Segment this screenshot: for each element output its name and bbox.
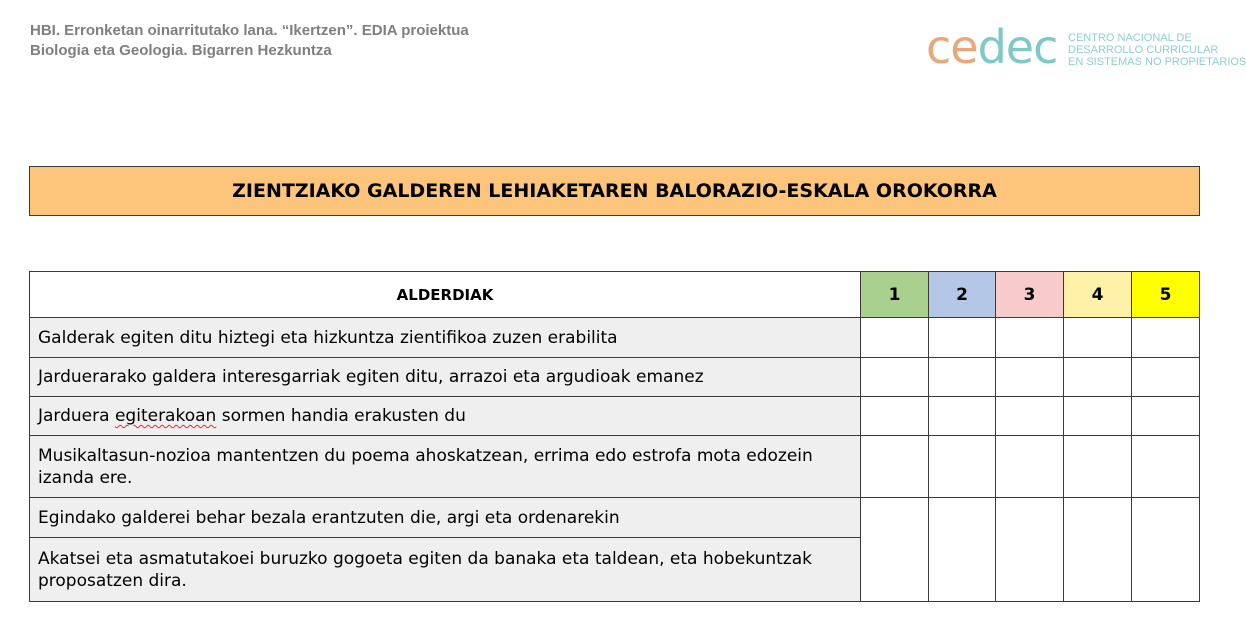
score-cell[interactable] bbox=[1132, 358, 1200, 397]
table-row bbox=[30, 498, 1200, 538]
score-cell[interactable] bbox=[929, 397, 996, 436]
score-header-4: 4 bbox=[1064, 272, 1132, 318]
rating-scale-table bbox=[29, 271, 1200, 602]
score-cell[interactable] bbox=[861, 498, 929, 602]
score-cell[interactable] bbox=[861, 397, 929, 436]
score-header-5: 5 bbox=[1132, 272, 1200, 318]
score-cell[interactable] bbox=[1132, 318, 1200, 358]
criterion-text: Galderak egiten ditu hiztegi eta hizkuntza zientifikoa zuzen erabilita bbox=[30, 318, 861, 358]
score-cell[interactable] bbox=[996, 498, 1064, 602]
logo-sub-line-1: CENTRO NACIONAL DE bbox=[1068, 32, 1192, 44]
score-cell[interactable] bbox=[1064, 318, 1132, 358]
score-cell[interactable] bbox=[1064, 397, 1132, 436]
logo-wordmark bbox=[926, 22, 1057, 72]
cedec-logo bbox=[926, 20, 1246, 74]
criterion-text-post: sormen handia erakusten du bbox=[216, 406, 466, 426]
logo-word-part1: ce bbox=[926, 20, 978, 74]
logo-subtitle bbox=[1068, 32, 1246, 68]
table-row bbox=[30, 318, 1200, 358]
score-cell[interactable] bbox=[996, 397, 1064, 436]
criterion-text: Akatsei eta asmatutakoei buruzko gogoeta egiten da banaka eta taldean, eta hobekuntzak proposatzen dira. bbox=[30, 538, 861, 602]
score-header-2: 2 bbox=[929, 272, 996, 318]
score-cell[interactable] bbox=[996, 436, 1064, 498]
aspects-header: ALDERDIAK bbox=[30, 272, 861, 318]
header-line-2: Biologia eta Geologia. Bigarren Hezkuntza bbox=[30, 42, 332, 59]
table-row bbox=[30, 397, 1200, 436]
score-cell[interactable] bbox=[861, 318, 929, 358]
document-header bbox=[30, 21, 469, 61]
score-cell[interactable] bbox=[1132, 498, 1200, 602]
score-cell[interactable] bbox=[1064, 436, 1132, 498]
score-cell[interactable] bbox=[929, 358, 996, 397]
header-line-1: HBI. Erronketan oinarritutako lana. “Ikertzen”. EDIA proiektua bbox=[30, 22, 469, 39]
score-cell[interactable] bbox=[929, 436, 996, 498]
logo-word-part2: dec bbox=[977, 20, 1058, 74]
spellcheck-marked-word: egiterakoan bbox=[114, 406, 217, 426]
criterion-text: Jarduerarako galdera interesgarriak egiten ditu, arrazoi eta argudioak emanez bbox=[30, 358, 861, 397]
score-cell[interactable] bbox=[1132, 397, 1200, 436]
logo-sub-line-2: DESARROLLO CURRICULAR bbox=[1068, 44, 1219, 56]
score-cell[interactable] bbox=[929, 318, 996, 358]
logo-sub-line-3: EN SISTEMAS NO PROPIETARIOS bbox=[1068, 56, 1246, 68]
criterion-text bbox=[30, 397, 861, 436]
score-header-3: 3 bbox=[996, 272, 1064, 318]
table-row bbox=[30, 436, 1200, 498]
table-header-row bbox=[30, 272, 1200, 318]
score-cell[interactable] bbox=[861, 436, 929, 498]
criterion-text-pre: Jarduera bbox=[38, 406, 115, 426]
score-cell[interactable] bbox=[1064, 358, 1132, 397]
score-cell[interactable] bbox=[929, 498, 996, 602]
score-cell[interactable] bbox=[996, 358, 1064, 397]
score-cell[interactable] bbox=[861, 358, 929, 397]
criterion-text: Musikaltasun-nozioa mantentzen du poema ahoskatzean, errima edo estrofa mota edozein izanda ere. bbox=[30, 436, 861, 498]
score-cell[interactable] bbox=[996, 318, 1064, 358]
criterion-text: Egindako galderei behar bezala erantzuten die, argi eta ordenarekin bbox=[30, 498, 861, 538]
table-row bbox=[30, 358, 1200, 397]
page-title: ZIENTZIAKO GALDEREN LEHIAKETAREN BALORAZIO-ESKALA OROKORRA bbox=[29, 166, 1200, 216]
score-cell[interactable] bbox=[1132, 436, 1200, 498]
score-cell[interactable] bbox=[1064, 498, 1132, 602]
score-header-1: 1 bbox=[861, 272, 929, 318]
